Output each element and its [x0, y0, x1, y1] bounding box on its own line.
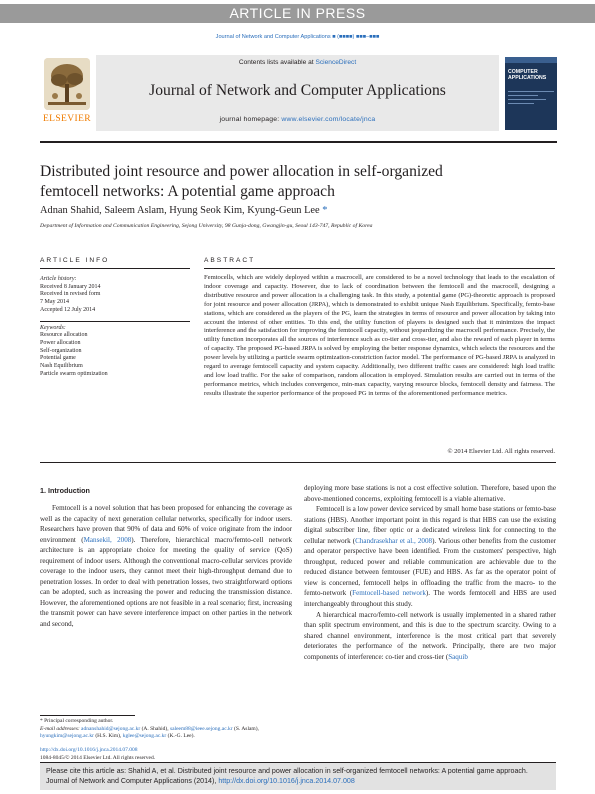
sciencedirect-link[interactable]: ScienceDirect	[315, 59, 357, 66]
keyword-item: Nash Equilibrium	[40, 363, 83, 370]
contents-prefix: Contents lists available at	[238, 59, 314, 66]
history-label: Article history:	[40, 276, 77, 282]
elsevier-tree-icon	[44, 58, 90, 110]
email-owner: (K.-G. Lee).	[167, 733, 195, 739]
intro-paragraph: deploying more base stations is not a cost effective solution. Therefore, based upon the above-mentioned concerns, exploiting femtocell is a viable alternative.	[304, 484, 556, 503]
email-link[interactable]: hyungkim@sejong.ac.kr	[40, 733, 94, 739]
corresponding-author-note: * Principal corresponding author.	[40, 718, 114, 724]
corresponding-author-mark[interactable]: *	[322, 205, 328, 216]
footnote-rule	[40, 715, 135, 716]
keyword-item: Resource allocation	[40, 332, 88, 339]
paragraph-text: ). The words femtocell and HBS are used interchangeably throughout this study.	[304, 589, 556, 609]
keyword-item: Particle swarm optimization	[40, 370, 108, 377]
keyword-item: Power allocation	[40, 339, 81, 346]
email-link[interactable]: saleem88@ieee.sejong.ac.kr	[169, 725, 233, 732]
history-item: Accepted 12 July 2014	[40, 306, 96, 313]
author-affiliation: Department of Information and Communication Engineering, Sejong University, 98 Gunja-dong, Gwangjin-gu, Seoul 143-747, Republic of Korea	[40, 223, 373, 229]
intro-paragraph	[304, 610, 556, 663]
elsevier-logo	[38, 58, 96, 130]
paragraph-text: Femtocell is a novel solution that has been proposed for enhancing the coverage as well as the capacity of next generation cellular networks, specifically for indoor users. Researchers have proven that 90% of data and 60% of voice originate from the indoor environment (	[40, 504, 292, 544]
article-info-heading: ARTICLE INFO	[40, 257, 110, 264]
author-list	[40, 205, 555, 216]
paragraph-text: A hierarchical macro/femto-cell network is usually implemented in a shared rather than split spectrum environment, and this is due to the spectrum scarcity. Owing to a shared channel environment, interference is the most critical part that severely deteriorates the performance of the network. Principally, there are two major components of interference: co-tier and cross-tier (	[304, 610, 556, 661]
homepage-prefix: journal homepage:	[219, 116, 280, 123]
history-item: Received in revised form	[40, 291, 101, 298]
abstract-rule	[204, 268, 555, 269]
email-link[interactable]: adnanshahid@sejong.ac.kr	[81, 725, 141, 732]
doi-link[interactable]: http://dx.doi.org/10.1016/j.jnca.2014.07.008	[40, 747, 138, 753]
paragraph-text: Femtocell is a low power device serviced by small home base stations or femto-base stations (HBS). Another important point in this regard is that HBS can use the existing digital subscriber line, fiber optic or a dedicated wireless link for connecting to the cellular network (	[304, 505, 556, 545]
article-info-panel	[40, 276, 190, 378]
journal-homepage	[96, 116, 499, 123]
abstract-copyright: © 2014 Elsevier Ltd. All rights reserved.	[447, 448, 555, 455]
citation-link[interactable]: Saquib	[448, 652, 468, 661]
intro-paragraph	[40, 503, 292, 630]
abstract-heading: ABSTRACT	[204, 257, 256, 264]
article-title	[40, 162, 555, 202]
issn-copyright: 1084-8045/© 2014 Elsevier Ltd. All rights reserved.	[40, 754, 156, 761]
citation-doi-link[interactable]: http://dx.doi.org/10.1016/j.jnca.2014.07.008	[218, 777, 355, 785]
homepage-link[interactable]: www.elsevier.com/locate/jnca	[281, 116, 376, 123]
article-title-line-2: femtocell networks: A potential game approach	[40, 183, 335, 200]
citation-text: Please cite this article as: Shahid A, et al. Distributed joint resource and power allocation in self-organized femtocell networks: A potential game approach. Journal of Network and Computer Applications (2014),	[46, 767, 528, 785]
keyword-item: Self-organization	[40, 347, 82, 354]
history-item: Received 8 January 2014	[40, 283, 101, 290]
keyword-item: Potential game	[40, 355, 76, 362]
paragraph-text: ). Therefore, hierarchical macro/femto-cell network architecture is an appropriate choice for meeting the quality of service (QoS) requirement of indoor users. Although the conventional macro-cellular services provide coverage to the indoor users, they cannot meet their high-throughput demand due to penetration losses. In order to deal with penetration losses, two straightforward options can be adopted, such as increasing the power and reducing the transmission distance. However, the aforementioned options are not feasible in a real scenario; first, increasing the transmit power can have severe interference impact on other parties in the network and second,	[40, 535, 292, 629]
abstract-bottom-rule	[40, 462, 556, 463]
footnote	[40, 718, 292, 741]
intro-paragraph	[304, 504, 556, 609]
abstract-text: Femtocells, which are widely deployed within a macrocell, are considered to be a novel technology that leads to the escalation of indoor coverage and capacity. However, due to lack of coordination between the femtocell and the macrocell, designing a distributive resource and power allocation is a challenging task. In this study, a potential game (PG)-theoretic approach is proposed for joint resource and power allocation (JRPA), which is demonstrated to exhibit unique Nash Equilibrium. Specifically, femto-base stations, which are considered as the players of the PG, learn the strategies in terms of resource and power allocation by taking into account the interest of other entities. To this end, the utility function of players is designed such that it minimizes the impact interference and the satisfaction for improving the femtocell capacity, without jeopardizing the macrocell performance. Precisely, the utility function incorporates all the sources of interference such as co-tier and cross-tier, and also the reward of each player in terms of capacity. The proposed PG-based JRPA is solved by employing the better response dynamics, which selects the resources and the power levels by utilizing a particle swarm optimization-constriction factor model. The performance of PG-based JRPA is analyzed in regard to average femtocell capacity and system capacity. Additionally, two different traffic cases are considered: high load traffic and low load traffic. For the sake of comparison, random allocation is employed. Simulation results are carried out in terms of the performance metrics, which includes convergence, min-max capacity, varying resource blocks, femtocell density and fairness. The results illustrate the superior performance of the proposed PG in terms of the aforementioned performance metrics.	[204, 274, 555, 397]
citation-box	[40, 762, 556, 790]
article-title-line-1: Distributed joint resource and power allocation in self-organized	[40, 163, 443, 180]
elsevier-wordmark: ELSEVIER	[42, 114, 92, 124]
citation-link[interactable]: Femtocell-based network	[352, 589, 426, 598]
email-owner: (S. Aslam),	[234, 725, 259, 732]
journal-cover-image	[505, 57, 557, 130]
paragraph-text: ). Various other benefits from the customer and operator perspective have been identified. From the customers' perspective, high throughput, reduced power and reliable communication are achievable due to the reduced distance between femtouser (FUE) and HBS. As far as the operator point of view is concerned, femtocell helps in offloading the traffic from the macro- to the femto-network (	[304, 536, 557, 598]
header-divider	[40, 141, 557, 143]
email-addresses	[40, 726, 292, 741]
info-divider	[40, 321, 190, 322]
doi-block	[40, 747, 155, 762]
email-owner: (A. Shahid),	[141, 725, 169, 732]
citation-link[interactable]: Mansekil, 2008	[83, 535, 132, 544]
article-info-rule	[40, 268, 190, 269]
introduction-heading: 1. Introduction	[40, 486, 90, 495]
email-owner: (H.S. Kim),	[95, 733, 122, 739]
author-names: Adnan Shahid, Saleem Aslam, Hyung Seok Kim, Kyung-Geun Lee	[40, 205, 320, 216]
journal-running-reference: Journal of Network and Computer Applications ■ (■■■■) ■■■–■■■	[215, 34, 380, 40]
keywords-label: Keywords:	[40, 324, 66, 331]
citation-link[interactable]: Chandrasekhar et al., 2008	[355, 536, 433, 545]
email-link[interactable]: kglee@sejong.ac.kr	[122, 733, 167, 739]
journal-title: Journal of Network and Computer Applications	[149, 82, 446, 99]
left-column	[40, 503, 292, 630]
cover-title: COMPUTER APPLICATIONS	[508, 69, 547, 81]
article-in-press-banner: ARTICLE IN PRESS	[0, 4, 595, 23]
right-column	[304, 483, 556, 662]
email-label: E-mail addresses:	[40, 725, 80, 732]
history-item: 7 May 2014	[40, 299, 69, 306]
